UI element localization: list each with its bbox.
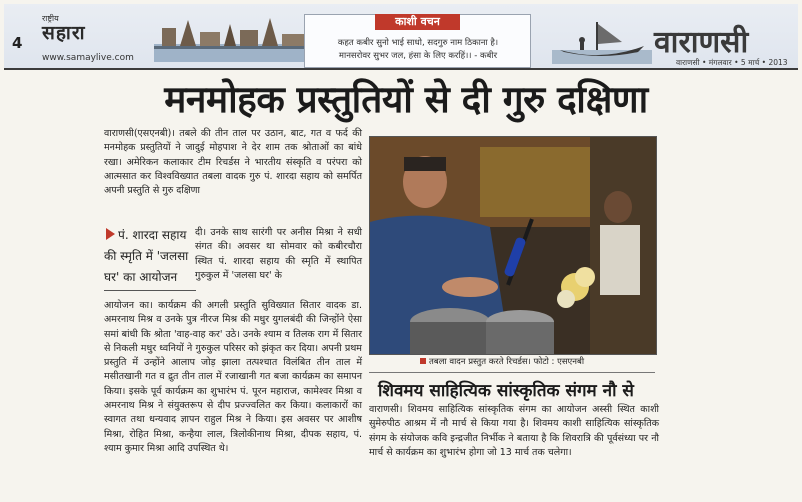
photo-caption <box>420 356 655 367</box>
caption-bullet-icon <box>420 358 426 364</box>
ghats-skyline-illustration <box>154 14 314 62</box>
story-paragraph-1: वाराणसी(एसएनबी)। तबले की तीन ताल पर उठान, बाट, गत व फर्द की मनमोहक प्रस्तुतियों ने जादुई मोहपाश ने देर शाम तक श्रोताओं का बांधे रखा। अमेरिकन कलाकार टीम रिचर्डस ने भारतीय संस्कृति व परंपरा को आत्मसात कर विश्वविख्यात तबला वादक गुरु पं. शारदा सहाय को समर्पित अपनी प्रस्तुति से गुरु दक्षिणा <box>104 128 362 197</box>
brand-prefix: राष्ट्रीय <box>42 14 59 23</box>
story-divider <box>369 372 655 373</box>
story-paragraph-3: आयोजन का। कार्यक्रम की अगली प्रस्तुति सुविख्यात सितार वादक डा. अमरनाथ मिश्र व उनके पुत्र नीरज मिश्र की मधुर युगलबंदी की जिन्होंने ऐसा समां बांधी कि श्रोता 'वाह-वाह कर' उठे। उनके श्याम व तिलक राग में सितार से निकली मधुर ध्वनियों ने गुरुकुल परिसर को झंकृत कर दिया। अपनी प्रथम प्रस्तुति में उन्होंने आलाप जोड़ झाला तत्पश्चात विलंबित तीन ताल में मसीतखानी गत व द्रुत तीन ताल में रजाखानी गत बजा कार्यक्रम का समापन किया। इसके पूर्व कार्यक्रम का शुभारंभ पं. पूरन महाराज, कामेश्वर मिश्रा व अमरनाथ मिश्र ने संयुक्तरूप से दीप प्रज्ज्वलित कर किया। कलाकारों का स्वागत तथा धन्यवाद ज्ञापन राहुल मिश्र ने किया। इस अवसर पर आशीष मिश्रा, रोहित मिश्रा, कन्हैया लाल, त्रिलोकीनाथ मिश्रा, दीपक सहाय, पं. श्याम कुमार मिश्रा आदि उपस्थित थे। <box>104 300 362 454</box>
story-paragraph-2: दी। उनके साथ सारंगी पर अनीस मिश्रा ने सधी संगत की। अवसर था सोमवार को कबीरचौरा स्थित पं. शारदा सहाय की स्मृति में स्थापित गुरुकुल में 'जलसा घर' के <box>195 227 362 281</box>
second-headline: शिवमय साहित्यिक सांस्कृतिक संगम नौ से <box>378 381 634 401</box>
page-number: 4 <box>12 34 23 52</box>
kashi-vachan-line-1: कहत कबीर सुनो भाई साधो, सदगुरु नाम ठिकाना है। <box>337 38 499 48</box>
photo-illustration <box>370 137 656 354</box>
kicker-box <box>104 225 196 293</box>
photo-caption-text: तबला वादन प्रस्तुत करते रिचर्डस। फोटो : एसएनबी <box>429 357 585 367</box>
masthead <box>4 4 798 70</box>
second-story-body: वाराणसी। शिवमय साहित्यिक सांस्कृतिक संगम का आयोजन अस्सी स्थित काशी सुमेरुपीठ आश्रम में नौ मार्च से किया गया है। शिवमय काशी साहित्यिक सांस्कृतिक संगम के संयोजक कवि इन्द्रजीत निर्भीक ने बताया है कि शिवरात्रि की पूर्वसंध्या पर नौ मार्च से कार्यक्रम का शुभारंभ होगा जो 13 मार्च तक चलेगा। <box>369 404 659 458</box>
kicker-rule <box>104 290 196 291</box>
kashi-vachan-box <box>304 14 531 68</box>
website-url: www.samaylive.com <box>42 53 134 63</box>
boat-illustration <box>552 16 652 64</box>
kicker-text: पं. शारदा सहाय की स्मृति में 'जलसा घर' का आयोजन <box>104 228 189 284</box>
main-headline: मनमोहक प्रस्तुतियों से दी गुरु दक्षिणा <box>164 77 648 121</box>
kashi-vachan-line-2: मानसरोवर सुभर जल, हंसा के लिए करहिं।। - कबीर <box>338 51 498 61</box>
kashi-vachan-title: काशी वचन <box>375 14 460 30</box>
brand-logo: सहारा <box>42 22 86 44</box>
dateline: वाराणसी • मंगलवार • 5 मार्च • 2013 <box>676 58 788 67</box>
city-section-title: वाराणसी <box>654 25 749 60</box>
tabla-performer-photo <box>369 136 657 355</box>
